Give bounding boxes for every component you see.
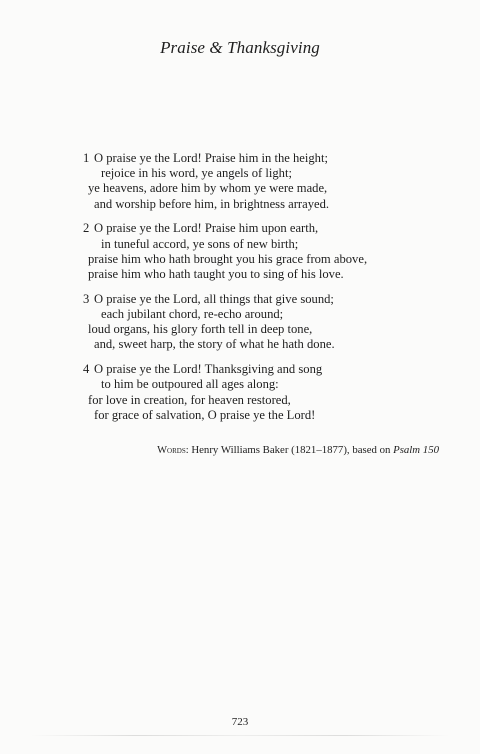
verse-line: ye heavens, adore him by whom ye were made, <box>88 181 328 196</box>
verse-line: O praise ye the Lord, all things that give sound; <box>94 291 334 306</box>
hymn-text <box>83 151 463 433</box>
verse-line: O praise ye the Lord! Praise him upon earth, <box>94 221 319 236</box>
verse-line: praise him who hath brought you his grace from above, <box>88 251 368 266</box>
verse-line: loud organs, his glory forth tell in deep tone, <box>88 322 313 337</box>
credit-source: Psalm 150 <box>393 444 439 456</box>
verse-number: 2 <box>83 221 90 236</box>
credit-author: Henry Williams Baker (1821–1877), based on <box>191 444 391 456</box>
words-credit <box>157 444 439 456</box>
verse-number: 3 <box>83 291 90 306</box>
verse-1 <box>83 151 463 212</box>
page-edge-divider <box>30 735 450 736</box>
page-title: Praise & Thanksgiving <box>160 38 320 57</box>
verse-line: rejoice in his word, ye angels of light; <box>101 166 292 181</box>
verse-number: 1 <box>83 151 90 165</box>
verse-3 <box>83 292 463 353</box>
verse-4 <box>83 362 463 423</box>
credit-label: Words: <box>157 445 189 456</box>
verse-line: to him be outpoured all ages along: <box>101 377 279 392</box>
verse-line: O praise ye the Lord! Thanksgiving and song <box>94 362 323 377</box>
verse-line: and worship before him, in brightness arrayed. <box>94 196 330 211</box>
verse-line: in tuneful accord, ye sons of new birth; <box>101 236 299 251</box>
verse-line: for love in creation, for heaven restored, <box>88 392 291 407</box>
verse-number: 4 <box>83 362 90 377</box>
verse-2 <box>83 221 463 282</box>
page-number: 723 <box>231 716 249 728</box>
verse-line: praise him who hath taught you to sing of his love. <box>88 267 344 282</box>
verse-line: each jubilant chord, re-echo around; <box>101 307 284 322</box>
verse-line: O praise ye the Lord! Praise him in the height; <box>94 151 328 165</box>
verse-line: for grace of salvation, O praise ye the Lord! <box>94 407 316 422</box>
verse-line: and, sweet harp, the story of what he hath done. <box>94 337 335 352</box>
